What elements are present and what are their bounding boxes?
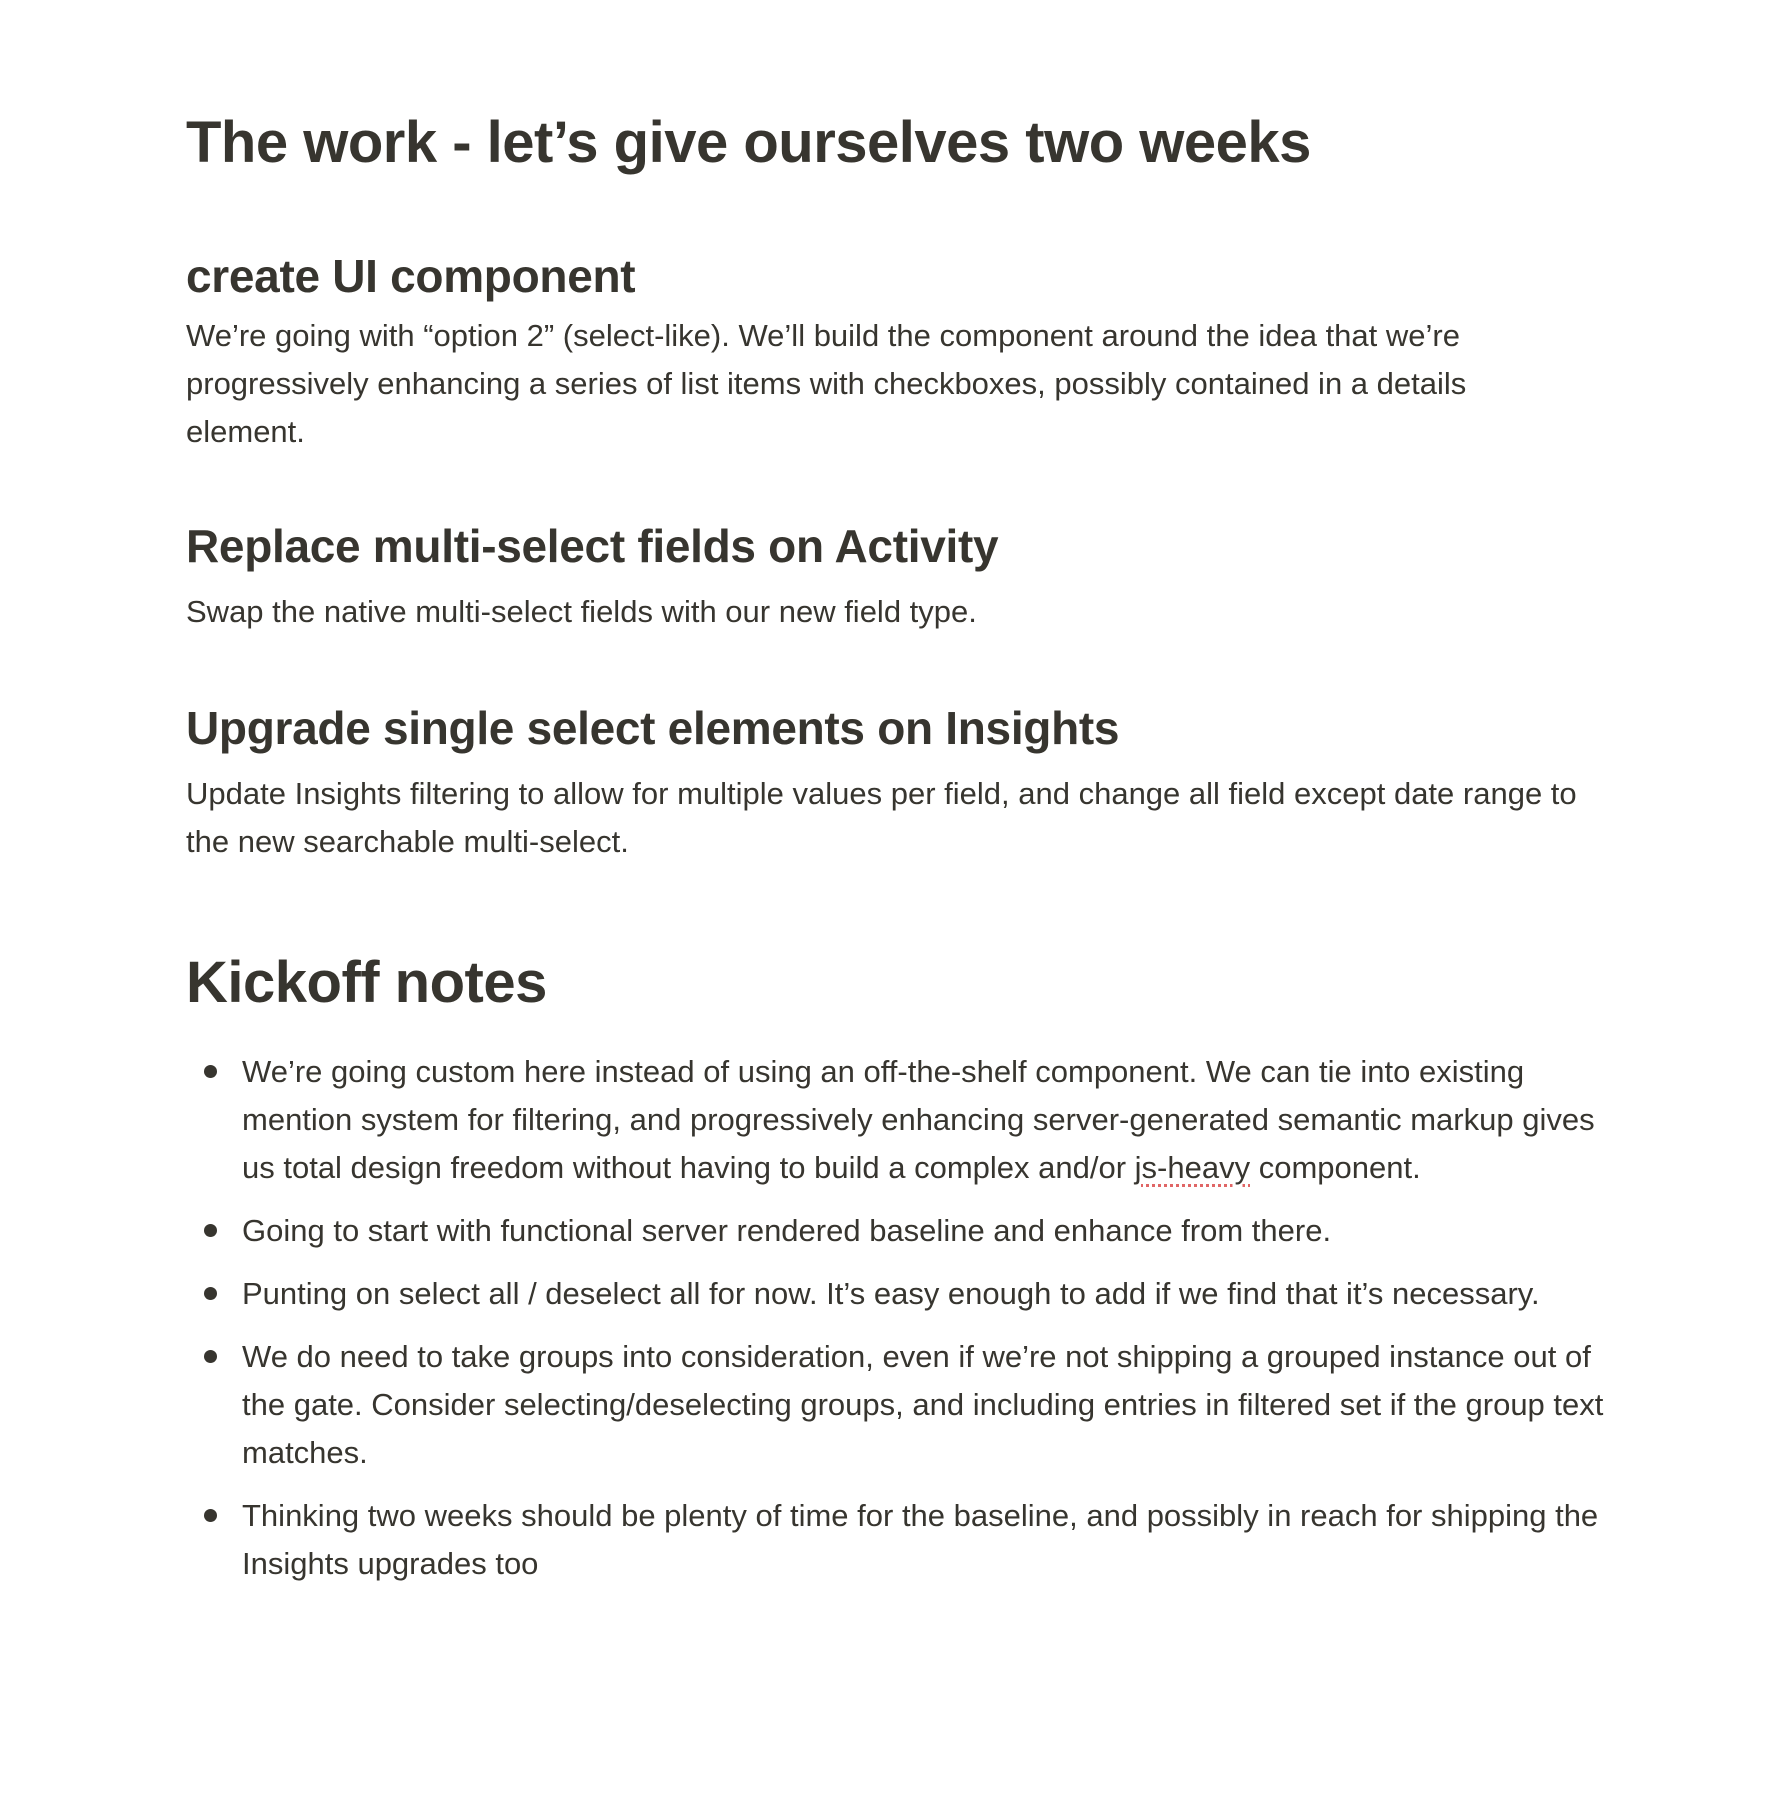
heading-replace-multi-select[interactable]: Replace multi-select fields on Activity <box>186 520 999 572</box>
bullet-dot-icon <box>204 1509 217 1522</box>
bullet-dot-icon <box>204 1350 217 1363</box>
paragraph-replace-multi-select[interactable]: Swap the native multi-select fields with our new field type. <box>186 594 977 629</box>
kickoff-bullet-list <box>186 1048 1606 1588</box>
bullet-item[interactable] <box>186 1333 1606 1477</box>
heading-create-ui-component[interactable]: create UI component <box>186 250 636 302</box>
work-title[interactable]: The work - let’s give ourselves two weeks <box>186 110 1311 175</box>
bullet-text: Going to start with functional server rendered baseline and enhance from there. <box>242 1213 1332 1248</box>
bullet-text: Thinking two weeks should be plenty of time for the baseline, and possibly in reach for shipping the Insights upgrades too <box>242 1498 1599 1581</box>
bullet-item[interactable] <box>186 1270 1606 1318</box>
spellcheck-flagged-word[interactable]: js-heavy <box>1134 1150 1251 1185</box>
paragraph-upgrade-single-select[interactable]: Update Insights filtering to allow for multiple values per field, and change all field except date range to the new searchable multi-select. <box>186 776 1577 859</box>
bullet-text: We’re going custom here instead of using an off-the-shelf component. We can tie into existing mention system for filtering, and progressively enhancing server-generated semantic markup gives us total design freedom without having to build a complex and/or <box>242 1054 1595 1185</box>
bullet-item[interactable] <box>186 1048 1606 1192</box>
bullet-text-end: component. <box>1250 1150 1421 1185</box>
bullet-text: Punting on select all / deselect all for now. It’s easy enough to add if we find that it’s necessary. <box>242 1276 1540 1311</box>
heading-upgrade-single-select[interactable]: Upgrade single select elements on Insights <box>186 702 1120 754</box>
bullet-dot-icon <box>204 1065 217 1078</box>
kickoff-title[interactable]: Kickoff notes <box>186 950 547 1015</box>
bullet-item[interactable] <box>186 1207 1606 1255</box>
bullet-dot-icon <box>204 1287 217 1300</box>
paragraph-create-ui-component[interactable]: We’re going with “option 2” (select-like). We’ll build the component around the idea that we’re progressively enhancing a series of list items with checkboxes, possibly contained in a details element. <box>186 318 1467 449</box>
bullet-dot-icon <box>204 1224 217 1237</box>
bullet-item[interactable] <box>186 1492 1606 1588</box>
bullet-text: We do need to take groups into consideration, even if we’re not shipping a grouped instance out of the gate. Consider selecting/deselecting groups, and including entries in filtered set if the group text matches. <box>242 1339 1604 1470</box>
